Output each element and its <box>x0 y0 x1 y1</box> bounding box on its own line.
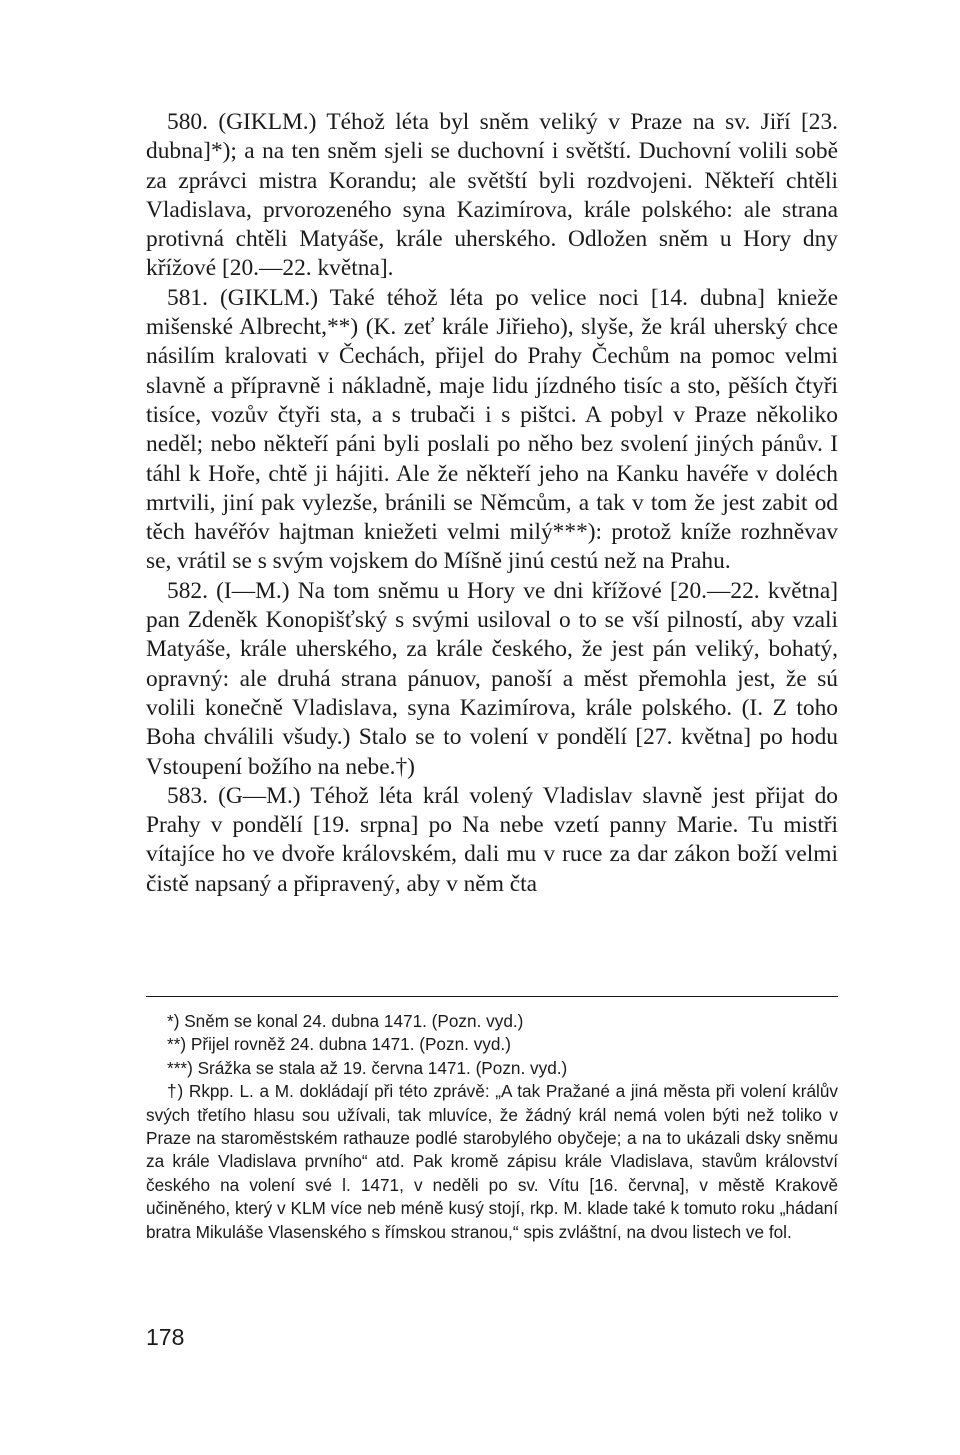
main-text <box>146 108 838 899</box>
footnote-divider <box>146 996 838 997</box>
footnote-1: *) Sněm se konal 24. dubna 1471. (Pozn. vyd.) <box>167 1011 524 1031</box>
footnote-2: **) Přijel rovněž 24. dubna 1471. (Pozn. vyd.) <box>167 1034 511 1055</box>
paragraph-583: 583. (G—M.) Téhož léta král volený Vladislav slavně jest přijat do Prahy v pondělí [19. srpna] po Na nebe vzetí panny Marie. Tu mistři vítajíce ho ve dvoře královském, dali mu v ruce za dar zákon boží velmi čistě napsaný a připravený, aby v něm čta <box>146 782 838 897</box>
paragraph-581: 581. (GIKLM.) Také téhož léta po velice noci [14. dubna] knieže mišenské Albrecht,**) (K. zeť krále Jiřieho), slyše, že král uherský chce násilím kralovati v Čechách, přijel do Prahy Čechům na pomoc velmi slavně a přípravně i nákladně, maje lidu jízdného tisíc a sto, pěších čtyři tisíce, vozův čtyři sta, a s trubači i s pištci. A pobyl v Praze několiko neděl; nebo někteří páni byli poslali po něho bez svolení jiných pánův. I táhl k Hoře, chtě ji hájiti. Ale že někteří jeho na Kanku havéře v doléch mrtvili, jiní pak vylezše, bránili se Němcům, a tak v tom že jest zabit od těch havéřóv hajtman kniežeti velmi milý***): protož kníže rozhněvav se, vrátil se s svým vojskem do Míšně jinú cestú než na Prahu. <box>146 284 838 575</box>
paragraph-582: 582. (I—M.) Na tom sněmu u Hory ve dni křížové [20.—22. května] pan Zdeněk Konopišťský s svými usiloval o to se vší pilností, aby vzali Matyáše, krále uherského, za krále českého, že jest pán veliký, bohatý, opravný: ale druhá strana pánuov, panoší a měst přemohla jest, že sú volili konečně Vladislava, syna Kazimírova, krále polského. (I. Z toho Boha chválili všudy.) Stalo se to volení v pondělí [27. května] po hodu Vstoupení božího na nebe.†) <box>146 577 838 780</box>
footnote-4: †) Rkpp. L. a M. dokládají při této zprávě: „A tak Pražané a jiná města při volení králův svých třetího hlasu sou užívali, tak mluvíce, že žádný král nemá volen býti než toliko v Praze na staroměstském rathauze podlé starobylého obyčeje; a na to ukázali dsky sněmu za krále Vladislava prvního“ atd. Pak kromě zápisu krále Vladislava, stavům království českého na volení své l. 1471, v neděli po sv. Vítu [16. června], v městě Krakově učiněného, který v KLM více neb méně kusý stojí, rkp. M. klade také k tomuto roku „hádaní bratra Mikuláše Vlasenského s římskou stranou,“ spis zvláštní, na dvou listech ve fol. <box>146 1081 838 1242</box>
page-number: 178 <box>146 1324 185 1350</box>
footnote-3: ***) Srážka se stala až 19. června 1471. (Pozn. vyd.) <box>167 1057 568 1078</box>
paragraph-580: 580. (GIKLM.) Téhož léta byl sněm veliký v Praze na sv. Jiří [23. dubna]*); a na ten sněm sjeli se duchovní i světští. Duchovní volili sobě za zprávci mistra Korandu; ale světští byli rozdvojeni. Někteří chtěli Vladislava, prvorozeného syna Kazimírova, krále polského: ale strana protivná chtěli Matyáše, krále uherského. Odložen sněm u Hory dny křížové [20.—22. května]. <box>146 109 838 282</box>
footnotes <box>146 1010 838 1244</box>
